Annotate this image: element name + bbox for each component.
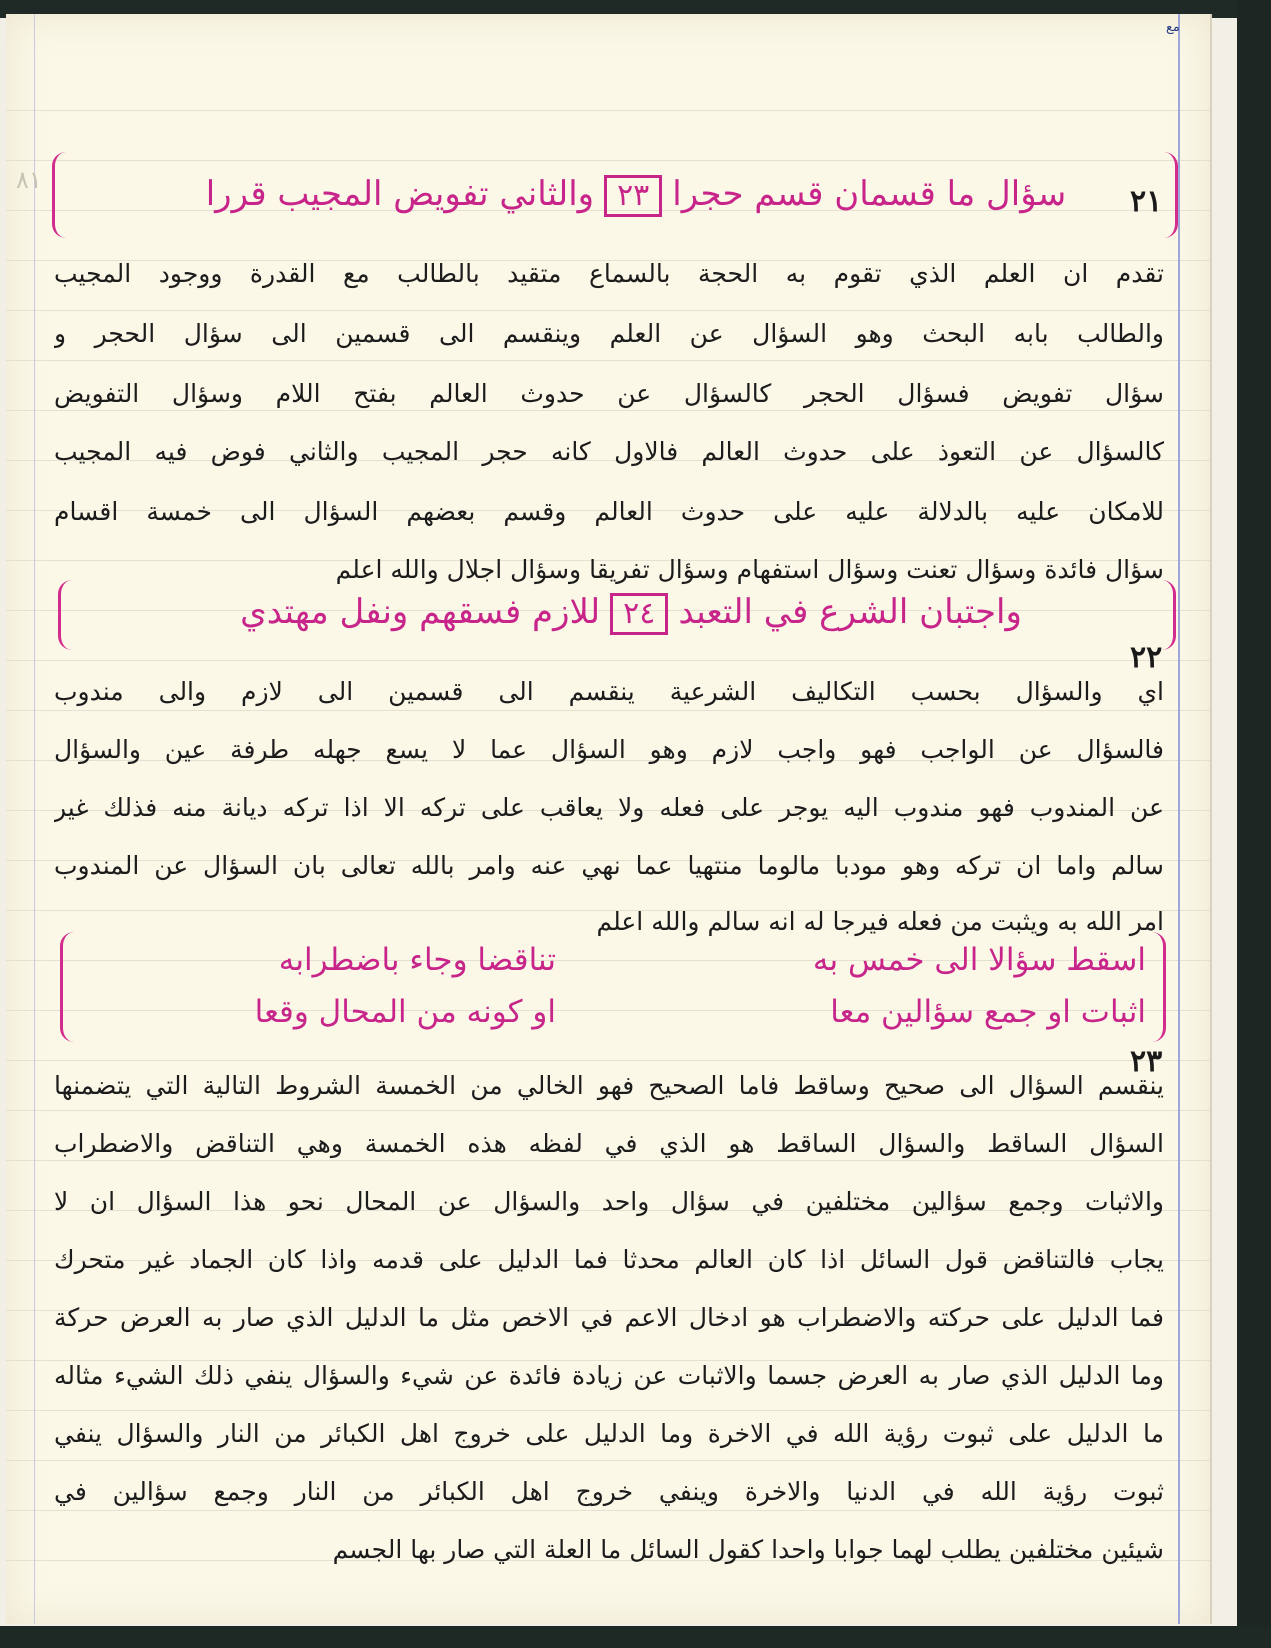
text-line: للامكان عليه بالدلالة عليه على حدوث العالم وقسم بعضهم السؤال الى خمسة اقسام: [54, 497, 1164, 526]
verse-hemistich: اثبات او جمع سؤالين معا: [830, 994, 1146, 1030]
verse-heading-21: [156, 174, 1116, 217]
ruled-line: [6, 1460, 1210, 1461]
text-line: شيئين مختلفين يطلب لهما جوابا واحدا كقول السائل ما العلة التي صار بها الجسم: [332, 1535, 1164, 1564]
text-line: والاثبات وجمع سؤالين مختلفين في سؤال واحد والسؤال عن المحال نحو هذا السؤال ان لا: [54, 1187, 1164, 1216]
text-line: فالسؤال عن الواجب فهو واجب لازم وهو السؤال عما لا يسع جهله طرفة عين والسؤال: [54, 735, 1164, 764]
notebook-cover-bottom: [0, 1626, 1271, 1648]
verse-heading-22: [106, 592, 1156, 635]
text-line: سالم واما ان تركه وهو مودبا مالوما منتهيا عما نهي عنه وامر بالله تعالى بان السؤال عن المندوب: [54, 851, 1164, 880]
verse-heading-part: سؤال ما قسمان قسم حجرا: [672, 174, 1067, 214]
text-line: ينقسم السؤال الى صحيح وساقط فاما الصحيح فهو الخالي من الخمسة الشروط التالية التي يتضمنها: [54, 1071, 1164, 1100]
section-number-21: ٢١: [1130, 184, 1163, 219]
ruled-line: [6, 710, 1210, 711]
section-number-23: ٢٣: [1130, 1044, 1163, 1079]
text-line: سؤال فائدة وسؤال تعنت وسؤال استفهام وسؤال تفريقا وسؤال اجلال والله اعلم: [335, 555, 1164, 584]
text-line: سؤال تفويض فسؤال الحجر كالسؤال عن حدوث العالم بفتح اللام وسؤال التفويض: [54, 379, 1164, 408]
verse-heading-part: واجتبان الشرع في التعبد: [678, 592, 1022, 632]
verse-hemistich: تناقضا وجاء باضطرابه: [278, 942, 556, 978]
ruled-line: [6, 1110, 1210, 1111]
text-line: فما الدليل على حركته والاضطراب هو ادخال الاعم في الاخص مثل ما الدليل الذي صار به العرض حركة: [54, 1303, 1164, 1332]
faint-page-number: ٨١: [16, 166, 42, 194]
ruled-line: [6, 110, 1210, 111]
text-line: السؤال الساقط والسؤال الساقط هو الذي في لفظه هذه الخمسة وهي التناقض والاضطراب: [54, 1129, 1164, 1158]
verse-number-box: ٢٤: [610, 593, 668, 635]
text-line: يجاب فالتناقض قول السائل اذا كان العالم محدثا فما الدليل على قدمه واذا كان الجماد غير متحرك: [54, 1245, 1164, 1274]
text-line: ما الدليل على ثبوت رؤية الله في الاخرة وما الدليل على خروج اهل الكبائر من النار والسؤال ينفي: [54, 1419, 1164, 1448]
right-margin-line: [1178, 14, 1180, 1624]
text-line: كالسؤال عن التعوذ على حدوث العالم فالاول كانه حجر المجيب والثاني فوض فيه المجيب: [54, 437, 1164, 466]
ruled-line: [6, 660, 1210, 661]
verse-hemistich: او كونه من المحال وقعا: [254, 994, 556, 1030]
text-line: ثبوت رؤية الله في الدنيا والاخرة وينفي خروج اهل الكبائر من النار وجمع سؤالين في: [54, 1477, 1164, 1506]
ruled-line: [6, 1060, 1210, 1061]
text-line: عن المندوب فهو مندوب اليه يوجر على فعله ولا يعاقب على تركه الا اذا تركه ديانة منه فذلك غير: [54, 793, 1164, 822]
verse-number-box: ٢٣: [604, 175, 662, 217]
verse-hemistich: اسقط سؤالا الى خمس به: [812, 942, 1146, 978]
text-line: تقدم ان العلم الذي تقوم به الحجة بالسماع متقيد بالطالب مع القدرة ووجود المجيب: [54, 259, 1164, 288]
ruled-line: [6, 1410, 1210, 1411]
section-number-22: ٢٢: [1130, 640, 1163, 675]
text-line: والطالب بابه البحث وهو السؤال عن العلم وينقسم الى قسمين الى سؤال الحجر و: [54, 319, 1164, 348]
notebook-page: [6, 14, 1212, 1624]
notebook-cover-spine: [1237, 0, 1271, 1648]
ruled-line: [6, 310, 1210, 311]
text-line: اي والسؤال بحسب التكاليف الشرعية ينقسم الى قسمين الى لازم والى مندوب: [54, 677, 1164, 706]
left-margin-line: [34, 14, 35, 1624]
text-line: امر الله به ويثبت من فعله فيرجا له انه سالم والله اعلم: [596, 907, 1164, 936]
ruled-line: [6, 360, 1210, 361]
text-line: وما الدليل الذي صار به العرض جسما والاثبات عن زيادة فائدة عن شيء والسؤال ينفي ذلك الشيء مثاله: [54, 1361, 1164, 1390]
verse-heading-part: للازم فسقهم ونفل مهتدي: [240, 592, 601, 632]
verse-heading-part: والثاني تفويض المجيب قررا: [205, 174, 595, 214]
corner-mark: مع: [1166, 20, 1180, 35]
ruled-line: [6, 1510, 1210, 1511]
